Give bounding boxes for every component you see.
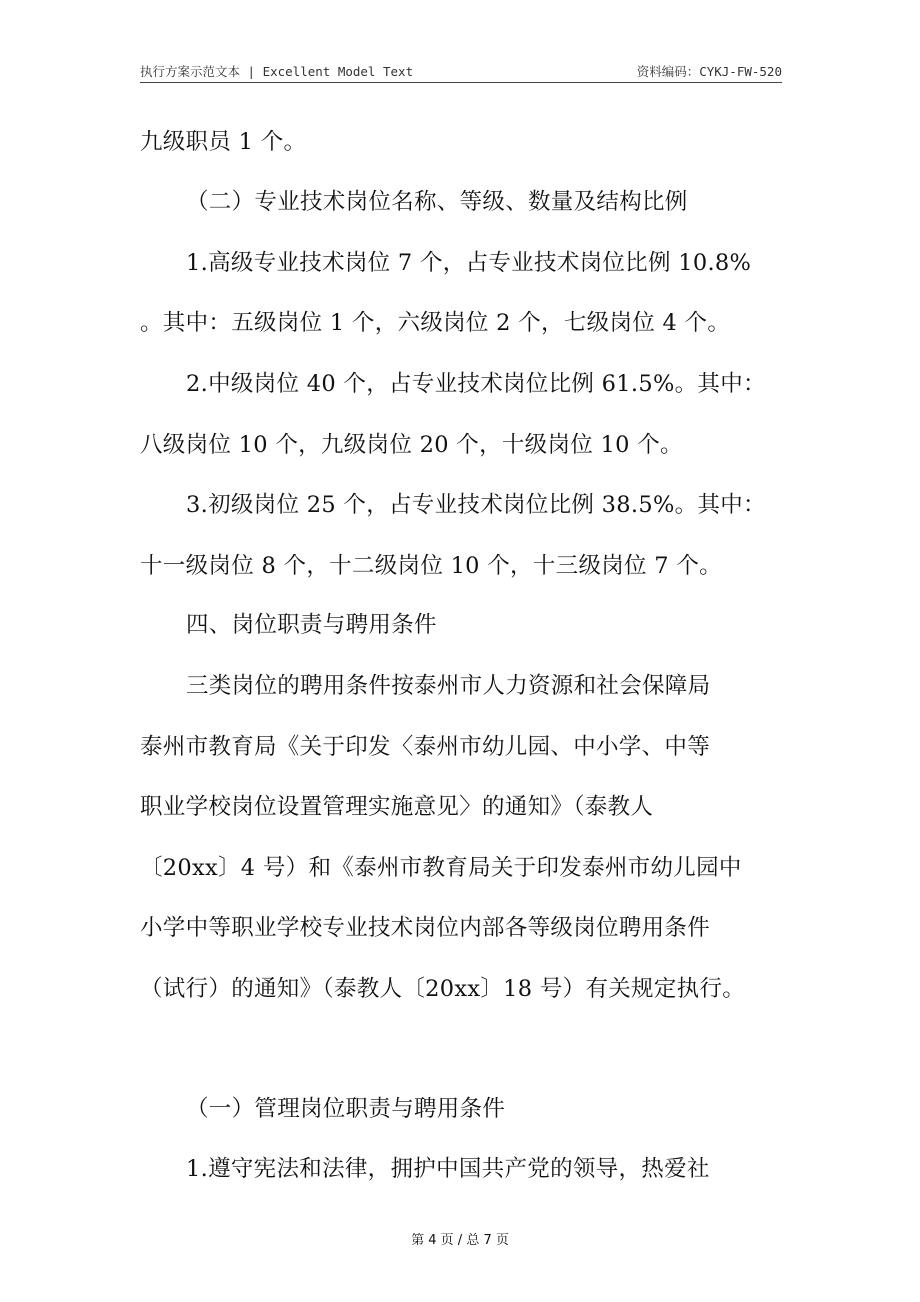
body-line: 〔20xx〕4 号）和《泰州市教育局关于印发泰州市幼儿园中 xyxy=(140,855,742,881)
body-line: 。其中：五级岗位 1 个，六级岗位 2 个，七级岗位 4 个。 xyxy=(140,310,731,336)
body-line: 1.高级专业技术岗位 7 个，占专业技术岗位比例 10.8% xyxy=(186,250,752,276)
body-line: 1.遵守宪法和法律，拥护中国共产党的领导，热爱社 xyxy=(186,1156,710,1182)
section-heading: （二）专业技术岗位名称、等级、数量及结构比例 xyxy=(186,189,688,215)
body-line: 3.初级岗位 25 个，占专业技术岗位比例 38.5%。其中： xyxy=(186,492,766,518)
body-line: 八级岗位 10 个，九级岗位 20 个，十级岗位 10 个。 xyxy=(140,432,683,458)
body-line: 十一级岗位 8 个，十二级岗位 10 个，十三级岗位 7 个。 xyxy=(140,553,722,579)
page-number: 第 4 页 / 总 7 页 xyxy=(411,1233,509,1248)
header-title: 执行方案示范文本 | Excellent Model Text xyxy=(140,64,414,79)
page-header xyxy=(140,62,782,83)
section-heading: 四、岗位职责与聘用条件 xyxy=(186,612,437,638)
body-line: 三类岗位的聘用条件按泰州市人力资源和社会保障局 xyxy=(186,673,711,699)
section-heading: （一）管理岗位职责与聘用条件 xyxy=(186,1096,506,1122)
document-code: 资料编码：CYKJ-FW-520 xyxy=(636,64,782,79)
body-line: 2.中级岗位 40 个，占专业技术岗位比例 61.5%。其中： xyxy=(186,371,766,397)
body-line: 泰州市教育局《关于印发〈泰州市幼儿园、中小学、中等 xyxy=(140,734,711,760)
body-line: （试行）的通知》（泰教人〔20xx〕18 号）有关规定执行。 xyxy=(140,976,746,1002)
body-line: 小学中等职业学校专业技术岗位内部各等级岗位聘用条件 xyxy=(140,915,711,941)
body-line: 职业学校岗位设置管理实施意见〉的通知》（泰教人 xyxy=(140,794,654,820)
body-line: 九级职员 1 个。 xyxy=(140,129,307,155)
